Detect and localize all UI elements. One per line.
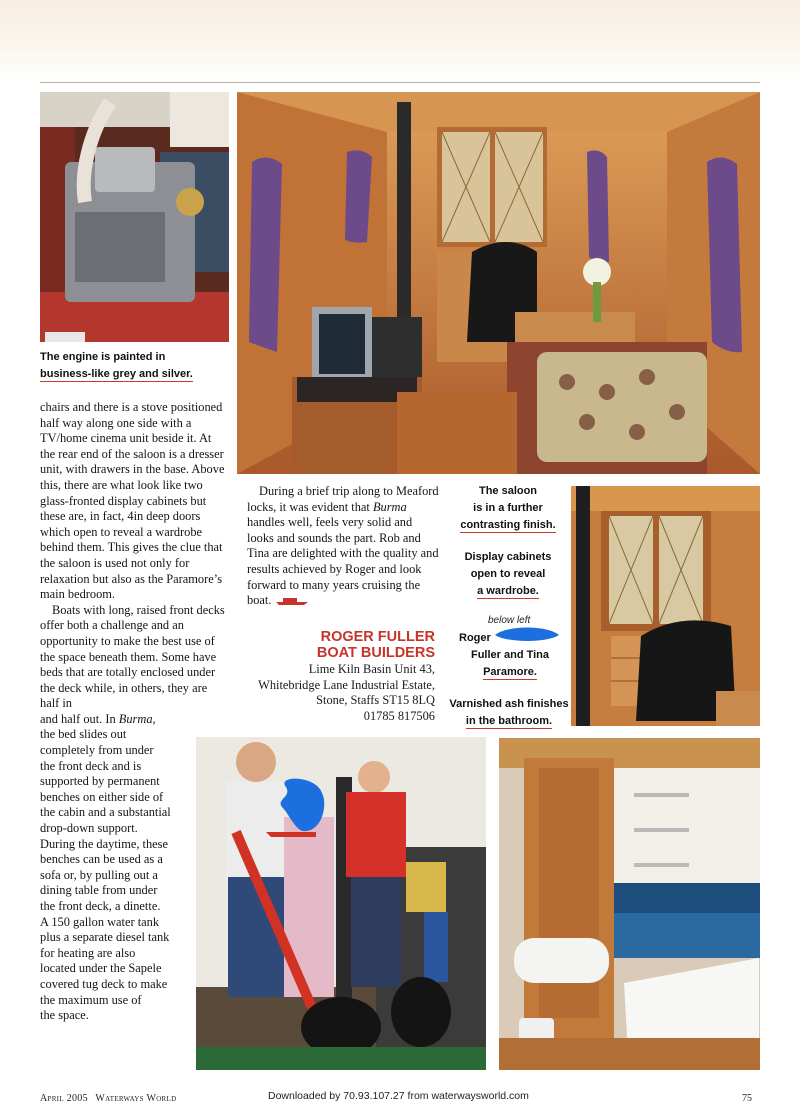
display-cabinets-photo — [571, 486, 760, 726]
bathroom-caption: Varnished ash finishes in the bathroom. — [449, 698, 569, 727]
company-address: Lime Kiln Basin Unit 43, Whitebridge Lane Industrial Estate, Stone, Staffs ST15 8LQ 01785 817506 — [258, 662, 435, 723]
face-scribble — [276, 775, 328, 835]
paragraph-front-deck: Boats with long, raised front decks offer both a challenge and an opportunity to make the best use of the space beneath them. Some have beds that are totally enclosed under the deck while, in others, they are half in — [40, 602, 225, 711]
company-name: ROGER FULLER BOAT BUILDERS — [316, 629, 435, 661]
redaction-scribble — [492, 627, 562, 643]
roger-caption: Roger Fuller and Tina Paramore. — [459, 632, 550, 678]
engine-caption: The engine is painted in business-like grey and silver. — [40, 351, 193, 380]
footer-download-notice: Downloaded by 70.93.107.27 from waterwaysworld.com — [268, 1090, 529, 1102]
middle-column-text: During a brief trip along to Meaford locks, it was evident that Burma handles well, feels very solid and looks and sounds the part. Rob and Tina are delighted with the quality and results achieved by Roger and look forward to many years cruising the boat. — [247, 484, 439, 608]
below-left-note: below left — [488, 615, 531, 626]
bathroom-photo — [499, 738, 760, 1070]
saloon-caption: The saloon is in a further contrasting finish. — [460, 485, 556, 531]
saloon-photo — [237, 92, 760, 474]
footer-issue: April 2005 Waterways World — [40, 1093, 177, 1104]
engine-photo — [40, 92, 229, 342]
header-rule — [40, 82, 760, 83]
page-header-band — [0, 0, 800, 82]
owners-photo — [196, 737, 486, 1070]
display-cabinets-caption: Display cabinets open to reveal a wardrobe. — [464, 551, 552, 597]
paragraph-saloon: chairs and there is a stove positioned half way along one side with a TV/home cinema unit beside it. At the rear end of the saloon is a dresser unit, with drawers in the base. Above this, there are what look like two glass-fronted display cabinets but these are, in fact, 4in deep doors which open to reveal a wardrobe behind them. This gives the clue that the saloon is used not only for relaxation but also as the Paramore’s main bedroom. — [40, 400, 225, 602]
paragraph-front-deck-continued: and half out. In Burma, the bed slides out completely from under the front deck and is supported by permanent benches on either side of the cabin and a substantial drop-down support. During the daytime, these benches can be used as a sofa or, by pulling out a dining table from under the front deck, a dinette. A 150 gallon water tank plus a separate diesel tank for heating are also located under the Sapele covered tug deck to make the maximum use of the space. — [40, 711, 171, 1023]
end-mark-boat-icon — [275, 596, 309, 606]
page-number: 75 — [742, 1093, 752, 1104]
